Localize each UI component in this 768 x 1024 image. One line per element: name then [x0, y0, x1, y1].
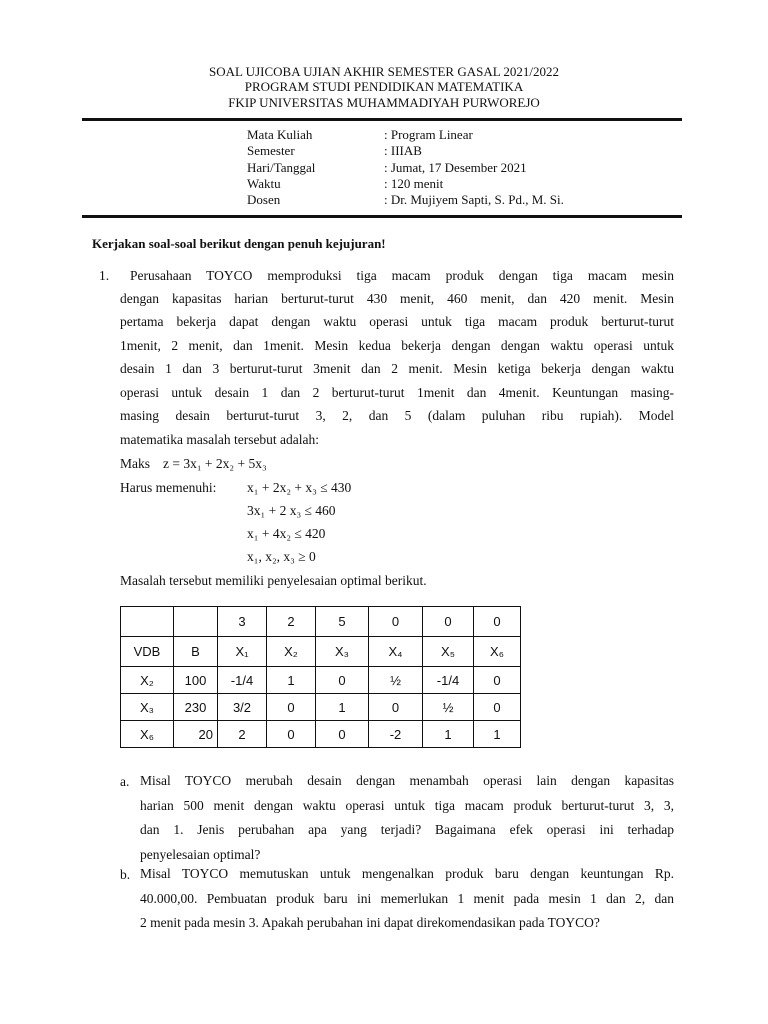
table-cell: X₆ [121, 721, 174, 748]
table-cell [121, 607, 174, 637]
instruction: Kerjakan soal-soal berikut dengan penuh kejujuran! [92, 236, 386, 251]
question-number: 1. [99, 268, 110, 283]
constraint: 3x₁ + 2 x₃ ≤ 460 [247, 503, 336, 518]
info-value: : Dr. Mujiyem Sapti, S. Pd., M. Si. [384, 192, 564, 207]
table-cell: 230 [174, 694, 218, 721]
table-cell: ½ [369, 667, 423, 694]
maks-label: Maks [120, 456, 150, 471]
question-line: operasi untuk desain 1 dan 2 berturut-turut 1menit dan 4menit. Keuntungan masing- [120, 385, 674, 400]
table-cell: -2 [369, 721, 423, 748]
table-header-cell: X₃ [316, 637, 369, 667]
question-line: desain 1 dan 3 berturut-turut 3menit dan 2 menit. Mesin ketiga bekerja dengan waktu [120, 361, 674, 376]
header-line-3: FKIP UNIVERSITAS MUHAMMADIYAH PURWOREJO [228, 95, 540, 110]
table-cell: -1/4 [423, 667, 474, 694]
objective-function: z = 3x₁ + 2x₂ + 5x₃ [163, 456, 267, 471]
header-line-2: PROGRAM STUDI PENDIDIKAN MATEMATIKA [244, 79, 524, 94]
table-cell: 2 [218, 721, 267, 748]
table-cj-row [121, 607, 521, 637]
subquestion-line: penyelesaian optimal? [140, 847, 261, 862]
subquestion-line: 2 menit pada mesin 3. Apakah perubahan ini dapat direkomendasikan pada TOYCO? [140, 915, 600, 930]
question-line: dengan kapasitas harian berturut-turut 430 menit, 460 menit, dan 420 menit. Mesin [120, 291, 674, 306]
table-cell: -1/4 [218, 667, 267, 694]
info-label: Waktu [247, 176, 281, 191]
solution-intro: Masalah tersebut memiliki penyelesaian optimal berikut. [120, 573, 427, 588]
table-cell: 1 [267, 667, 316, 694]
subquestion-line: dan 1. Jenis perubahan apa yang terjadi? Bagaimana efek operasi ini terhadap [140, 822, 674, 837]
table-header-cell: B [174, 637, 218, 667]
table-row [121, 721, 521, 748]
table-cell: 0 [474, 694, 521, 721]
table-cell: 20 [174, 721, 218, 748]
question-line: Perusahaan TOYCO memproduksi tiga macam produk dengan tiga macam mesin [130, 268, 674, 283]
table-cell: 100 [174, 667, 218, 694]
info-value: : IIIAB [384, 143, 422, 158]
subquestion-line: Misal TOYCO merubah desain dengan menambah operasi lain dengan kapasitas [140, 773, 674, 788]
info-value: : 120 menit [384, 176, 444, 191]
constraint: x₁ + 2x₂ + x₃ ≤ 430 [247, 480, 352, 495]
table-header-cell: X₁ [218, 637, 267, 667]
table-cell: 2 [267, 607, 316, 637]
question-line: matematika masalah tersebut adalah: [120, 432, 320, 447]
table-cell: 0 [474, 667, 521, 694]
info-label: Mata Kuliah [247, 127, 313, 142]
question-line: masing desain berturut-turut 3, 2, dan 5 (dalam puluhan ribu rupiah). Model [120, 408, 674, 423]
subquestion-line: harian 500 menit dengan waktu operasi untuk tiga macam produk berturut-turut 3, 3, [140, 798, 674, 813]
table-cell: 0 [267, 721, 316, 748]
header-divider [82, 118, 682, 121]
table-cell: 3/2 [218, 694, 267, 721]
table-cell: ½ [423, 694, 474, 721]
info-value: : Jumat, 17 Desember 2021 [384, 160, 527, 175]
table-header-row [121, 637, 521, 667]
subquestion-line: 40.000,00. Pembuatan produk baru ini memerlukan 1 menit pada mesin 1 dan 2, dan [140, 891, 674, 906]
table-cell: 0 [423, 607, 474, 637]
table-cell: 0 [316, 667, 369, 694]
table-cell: 1 [316, 694, 369, 721]
table-cell: X₂ [121, 667, 174, 694]
info-label: Semester [247, 143, 295, 158]
table-cell: 0 [369, 607, 423, 637]
simplex-table [120, 606, 521, 748]
table-header-cell: X₄ [369, 637, 423, 667]
table-cell: 1 [423, 721, 474, 748]
table-cell: X₃ [121, 694, 174, 721]
info-divider [82, 215, 682, 218]
table-cell [174, 607, 218, 637]
table-header-cell: X₅ [423, 637, 474, 667]
constraint: x₁ + 4x₂ ≤ 420 [247, 526, 326, 541]
info-value: : Program Linear [384, 127, 473, 142]
table-header-cell: X₂ [267, 637, 316, 667]
table-cell: 3 [218, 607, 267, 637]
table-cell: 0 [369, 694, 423, 721]
table-header-cell: VDB [121, 637, 174, 667]
header-line-1: SOAL UJICOBA UJIAN AKHIR SEMESTER GASAL 2021/2022 [208, 64, 560, 79]
table-header-cell: X₆ [474, 637, 521, 667]
table-cell: 0 [316, 721, 369, 748]
table-cell: 0 [267, 694, 316, 721]
subquestion-line: Misal TOYCO memutuskan untuk mengenalkan produk baru dengan keuntungan Rp. [140, 866, 674, 881]
nonnegativity-constraint: x₁, x₂, x₃ ≥ 0 [247, 549, 316, 564]
info-label: Dosen [247, 192, 281, 207]
table-row [121, 667, 521, 694]
subquestion-label: b. [120, 867, 131, 882]
info-label: Hari/Tanggal [247, 160, 316, 175]
question-line: 1menit, 2 menit, dan 1menit. Mesin kedua bekerja dengan dengan waktu operasi untuk [120, 338, 674, 353]
table-cell: 5 [316, 607, 369, 637]
table-cell: 1 [474, 721, 521, 748]
constraint-label: Harus memenuhi: [120, 480, 217, 495]
question-line: pertama bekerja dapat dengan waktu operasi untuk tiga macam produk berturut-turut [120, 314, 674, 329]
table-cell: 0 [474, 607, 521, 637]
table-row [121, 694, 521, 721]
subquestion-label: a. [120, 774, 130, 789]
